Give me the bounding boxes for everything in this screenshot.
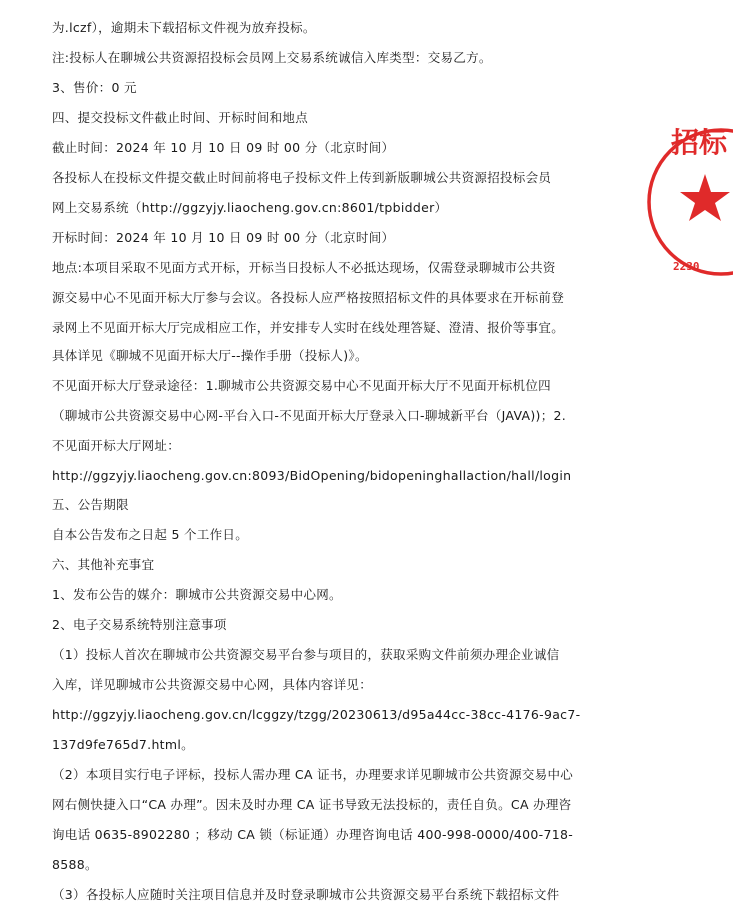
text-line: 源交易中心不见面开标大厅参与会议。各投标人应严格按照招标文件的具体要求在开标前登 (52, 290, 565, 305)
seal-star-icon (680, 174, 730, 221)
text-line: （1）投标人首次在聊城市公共资源交易平台参与项目的，获取采购文件前须办理企业诚信 (52, 647, 560, 662)
text-line: 录网上不见面开标大厅完成相应工作，并安排专人实时在线处理答疑、澄清、报价等事宜。 (52, 320, 565, 335)
text-line: 2、电子交易系统特别注意事项 (52, 617, 227, 632)
text-line: 各投标人在投标文件提交截止时间前将电子投标文件上传到新版聊城公共资源招投标会员 (52, 170, 552, 185)
text-line: 地点:本项目采取不见面方式开标，开标当日投标人不必抵达现场，仅需登录聊城市公共资 (52, 260, 556, 275)
text-line: 开标时间：2024 年 10 月 10 日 09 时 00 分（北京时间） (52, 230, 395, 245)
text-line: 入库，详见聊城市公共资源交易中心网，具体内容详见： (52, 677, 373, 692)
text-line: 不见面开标大厅网址： (52, 438, 181, 453)
url-line: http://ggzyjy.liaocheng.gov.cn:8093/BidOpening/bidopeninghallaction/hall/login (52, 468, 572, 483)
section-heading: 五、公告期限 (52, 497, 129, 512)
text-line: 为.lczf），逾期未下载招标文件视为放弃投标。 (52, 20, 316, 35)
text-line: 3、售价：0 元 (52, 80, 137, 95)
seal-text-bottom: 2230 (673, 260, 700, 273)
text-line: 截止时间：2024 年 10 月 10 日 09 时 00 分（北京时间） (52, 140, 395, 155)
url-line: 137d9fe765d7.html。 (52, 737, 194, 752)
text-line: 1、发布公告的媒介：聊城市公共资源交易中心网。 (52, 587, 342, 602)
text-line: 具体详见《聊城不见面开标大厅--操作手册（投标人)》。 (52, 348, 368, 363)
text-line: 网上交易系统（http://ggzyjy.liaocheng.gov.cn:8601/tpbidder） (52, 200, 448, 215)
url-line: http://ggzyjy.liaocheng.gov.cn/lcggzy/tzgg/20230613/d95a44cc-38cc-4176-9ac7- (52, 707, 581, 722)
text-line: （2）本项目实行电子评标，投标人需办理 CA 证书，办理要求详见聊城市公共资源交易中心 (52, 767, 574, 782)
section-heading: 六、其他补充事宜 (52, 557, 155, 572)
section-heading: 四、提交投标文件截止时间、开标时间和地点 (52, 110, 309, 125)
text-line: 询电话 0635-8902280 ；移动 CA 锁（标证通）办理咨询电话 400-998-0000/400-718- (52, 827, 574, 842)
text-line: 自本公告发布之日起 5 个工作日。 (52, 527, 249, 542)
text-line: 8588。 (52, 857, 98, 872)
text-line: 网右侧快捷入口“CA 办理”。因未及时办理 CA 证书导致无法投标的，责任自负。CA 办理咨 (52, 797, 572, 812)
text-line: 注:投标人在聊城公共资源招投标会员网上交易系统诚信入库类型：交易乙方。 (52, 50, 492, 65)
official-seal-stamp (641, 112, 733, 292)
text-line: （聊城市公共资源交易中心网-平台入口-不见面开标大厅登录入口-聊城新平台（JAVA))；2. (52, 408, 567, 423)
text-line: （3）各投标人应随时关注项目信息并及时登录聊城市公共资源交易平台系统下载招标文件 (52, 887, 560, 902)
text-line: 不见面开标大厅登录途径：1.聊城市公共资源交易中心不见面开标大厅不见面开标机位四 (52, 378, 551, 393)
seal-text-top: 招标 (671, 126, 728, 159)
